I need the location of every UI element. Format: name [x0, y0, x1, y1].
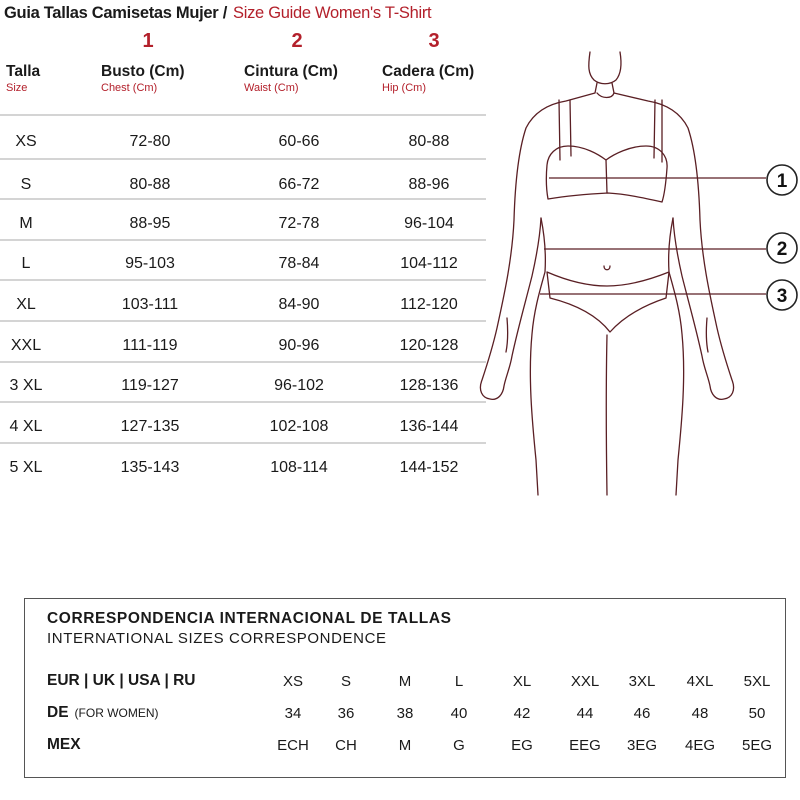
international-size-cell: 5XL — [743, 673, 771, 690]
international-size-cell: 42 — [513, 705, 531, 722]
header-chest-label: Busto (Cm) — [101, 63, 185, 80]
table-cell-waist: 72-78 — [278, 215, 320, 232]
row-label-text: EUR | UK | USA | RU — [47, 672, 196, 689]
international-size-cell: 48 — [691, 705, 709, 722]
international-size-cell: ECH — [277, 737, 309, 754]
international-size-cell: 44 — [576, 705, 594, 722]
table-cell-waist: 102-108 — [269, 418, 329, 435]
table-cell-hip: 128-136 — [399, 377, 459, 394]
international-title: CORRESPONDENCIA INTERNACIONAL DE TALLAS — [47, 610, 452, 627]
header-hip-sublabel: Hip (Cm) — [382, 82, 426, 94]
table-cell-chest: 103-111 — [121, 296, 179, 313]
international-size-cell: 50 — [748, 705, 766, 722]
table-cell-hip: 112-120 — [400, 296, 458, 313]
table-cell-chest: 111-119 — [122, 337, 178, 354]
table-cell-chest: 95-103 — [125, 255, 175, 272]
measure-number-1: 1 — [142, 30, 154, 52]
international-size-cell: XL — [512, 673, 532, 690]
international-size-cell: 38 — [396, 705, 414, 722]
international-size-cell: XXL — [570, 673, 600, 690]
table-cell-waist: 96-102 — [274, 377, 324, 394]
title-english: Size Guide Women's T-Shirt — [233, 4, 432, 22]
table-cell-waist: 90-96 — [278, 337, 320, 354]
table-cell-hip: 136-144 — [399, 418, 459, 435]
table-cell-waist: 66-72 — [278, 176, 320, 193]
international-size-cell: CH — [335, 737, 357, 754]
table-cell-waist: 108-114 — [270, 459, 328, 476]
international-size-cell: L — [454, 673, 464, 690]
international-size-cell: S — [340, 673, 351, 690]
international-row-label — [47, 736, 81, 754]
table-cell-size: 5 XL — [9, 459, 43, 476]
table-cell-size: S — [20, 176, 32, 193]
table-cell-chest: 119-127 — [121, 377, 179, 394]
international-sizes-box — [24, 598, 786, 778]
international-size-cell: 46 — [633, 705, 651, 722]
table-cell-size: XXL — [10, 337, 42, 354]
international-row-label — [47, 704, 159, 722]
table-cell-chest: 88-95 — [129, 215, 171, 232]
table-cell-size: M — [19, 215, 33, 232]
table-cell-waist: 84-90 — [278, 296, 320, 313]
marker-3: 3 — [776, 286, 788, 307]
measure-number-3: 3 — [428, 30, 440, 52]
international-size-cell: XS — [282, 673, 303, 690]
table-cell-size: XS — [15, 133, 37, 150]
table-cell-hip: 144-152 — [399, 459, 459, 476]
international-size-cell: M — [398, 673, 412, 690]
header-size-sublabel: Size — [6, 82, 28, 94]
table-cell-chest: 135-143 — [120, 459, 180, 476]
row-label-note: (FOR WOMEN) — [74, 706, 159, 720]
header-waist-sublabel: Waist (Cm) — [244, 82, 299, 94]
marker-2: 2 — [776, 239, 788, 260]
table-cell-hip: 88-96 — [408, 176, 450, 193]
international-size-cell: 40 — [450, 705, 468, 722]
table-cell-size: 3 XL — [9, 377, 43, 394]
international-subtitle: INTERNATIONAL SIZES CORRESPONDENCE — [47, 630, 387, 647]
international-size-cell: EEG — [569, 737, 601, 754]
international-size-cell: 4XL — [686, 673, 714, 690]
row-label-text: DE — [47, 704, 69, 721]
table-cell-hip: 120-128 — [399, 337, 459, 354]
table-cell-hip: 96-104 — [404, 215, 454, 232]
international-size-cell: 34 — [284, 705, 302, 722]
header-chest-sublabel: Chest (Cm) — [101, 82, 158, 94]
table-cell-hip: 80-88 — [408, 133, 450, 150]
table-cell-chest: 72-80 — [129, 133, 171, 150]
international-size-cell: 4EG — [684, 737, 715, 754]
international-size-cell: G — [453, 737, 465, 754]
marker-1: 1 — [776, 171, 788, 192]
header-hip-label: Cadera (Cm) — [382, 63, 475, 80]
header-size-label: Talla — [6, 63, 41, 80]
title-spanish: Guia Tallas Camisetas Mujer / — [4, 4, 228, 22]
international-size-cell: 3EG — [626, 737, 657, 754]
table-cell-chest: 80-88 — [129, 176, 171, 193]
header-waist-label: Cintura (Cm) — [244, 63, 338, 80]
international-size-cell: 36 — [337, 705, 355, 722]
table-cell-size: L — [21, 255, 31, 272]
international-size-cell: 3XL — [628, 673, 656, 690]
table-cell-hip: 104-112 — [400, 255, 458, 272]
international-row-label — [47, 672, 196, 690]
international-size-cell: 5EG — [741, 737, 772, 754]
table-cell-waist: 60-66 — [278, 133, 320, 150]
measure-number-2: 2 — [291, 30, 303, 52]
table-cell-size: XL — [16, 296, 36, 313]
international-size-cell: M — [398, 737, 412, 754]
table-cell-waist: 78-84 — [278, 255, 320, 272]
table-cell-chest: 127-135 — [120, 418, 180, 435]
table-cell-size: 4 XL — [9, 418, 43, 435]
row-label-text: MEX — [47, 736, 81, 753]
international-size-cell: EG — [511, 737, 533, 754]
